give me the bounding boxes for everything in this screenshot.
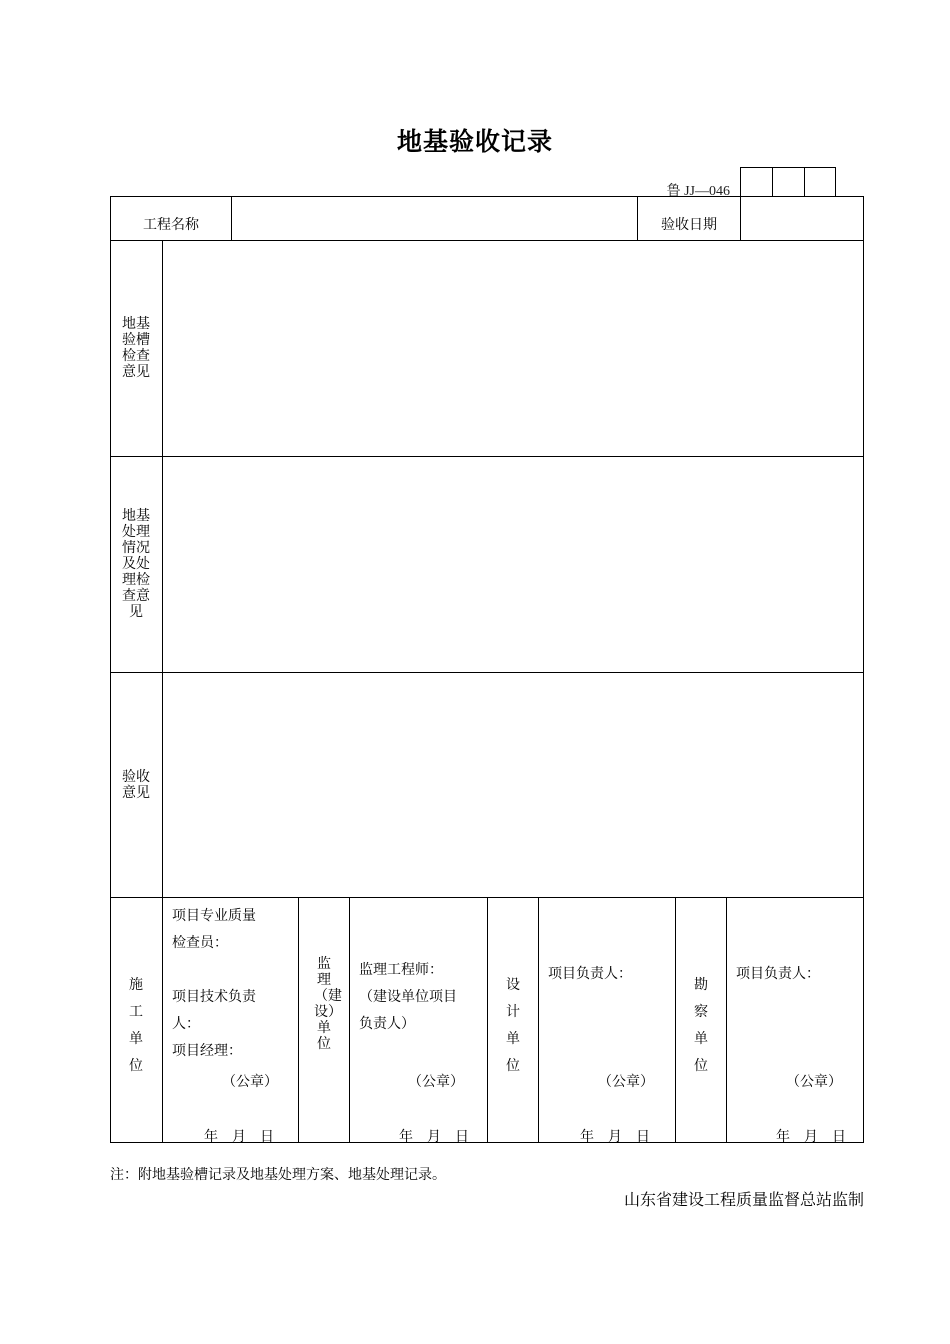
construction-unit-label: 施工单位 [129,977,143,1074]
treatment-field[interactable] [164,458,862,670]
form-number: 鲁 JJ—046 [666,184,730,199]
survey-leader-label: 项目负责人： [736,966,820,982]
acceptance-date-field[interactable] [742,198,862,238]
row-divider [110,456,864,457]
form-code-box-2[interactable] [772,167,805,197]
supervision-unit-label: 监理（建设）单位 [314,956,342,1052]
col-divider [740,196,741,240]
col-divider [349,897,350,1143]
row-divider [110,672,864,673]
issuer-footer: 山东省建设工程质量监督总站监制 [623,1190,864,1209]
quality-inspector-label-1: 项目专业质量 [172,908,256,924]
col-divider [298,897,299,1143]
page-title: 地基验收记录 [396,127,553,156]
supervision-signatures [359,957,457,1038]
col-divider [538,897,539,1143]
supervision-seal: （公章） [408,1074,464,1090]
design-unit-label: 设计单位 [506,977,520,1074]
form-code-box-3[interactable] [804,167,836,197]
treatment-label: 地基处理情况及处理检查意见 [122,508,150,620]
trench-inspection-label: 地基验槽检查意见 [122,316,150,380]
acceptance-opinion-label: 验收意见 [122,769,150,801]
supervising-engineer-label: 监理工程师： [359,962,443,978]
supervision-date: 年 月 日 [399,1129,469,1145]
tech-lead-label-2: 人： [172,1016,200,1032]
design-date: 年 月 日 [580,1129,650,1145]
col-divider [231,196,232,240]
design-leader-label: 项目负责人： [548,966,632,982]
trench-inspection-field[interactable] [164,242,862,454]
col-divider [675,897,676,1143]
tech-lead-label-1: 项目技术负责 [172,989,256,1005]
survey-seal: （公章） [786,1074,842,1090]
col-divider [726,897,727,1143]
project-name-field[interactable] [233,198,635,238]
project-name-label: 工程名称 [143,217,199,233]
acceptance-opinion-field[interactable] [164,674,862,895]
quality-inspector-label-2: 检查员： [172,935,228,951]
design-seal: （公章） [598,1074,654,1090]
construction-signatures [172,903,256,1065]
owner-rep-label-1: （建设单位项目 [359,989,457,1005]
col-divider [487,897,488,1143]
construction-seal: （公章） [222,1074,278,1090]
footnote: 注：附地基验槽记录及地基处理方案、地基处理记录。 [110,1167,446,1183]
survey-unit-label: 勘察单位 [694,977,708,1074]
acceptance-date-label: 验收日期 [661,217,717,233]
form-code-box-1[interactable] [740,167,773,197]
owner-rep-label-2: 负责人） [359,1016,415,1032]
project-manager-label: 项目经理： [172,1043,242,1059]
survey-date: 年 月 日 [776,1129,846,1145]
col-divider [162,240,163,1143]
construction-date: 年 月 日 [204,1129,274,1145]
row-divider [110,240,864,241]
